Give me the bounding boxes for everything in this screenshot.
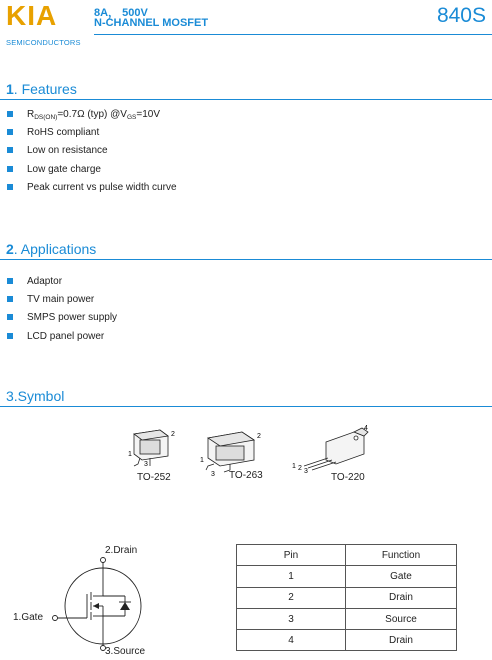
pin-label: 2 [171, 431, 175, 438]
header-divider [94, 34, 492, 35]
function-cell: Gate [346, 566, 457, 587]
bullet-icon [7, 278, 13, 284]
feature-item: Low on resistance [6, 144, 177, 162]
table-row [237, 566, 457, 587]
pin-label: 1 [128, 451, 132, 458]
company-logo: KIA [6, 0, 58, 31]
rating-line: 8A， 500V [94, 7, 148, 19]
to220-package-icon [304, 428, 368, 470]
feature-item: RoHS compliant [6, 126, 177, 144]
bullet-icon [7, 129, 13, 135]
pin-label: 1 [200, 457, 204, 464]
symbol-heading: 3.Symbol [6, 388, 65, 404]
pin-label: 3 [304, 468, 308, 475]
pin-label: 2 [298, 465, 302, 472]
table-header-cell: Pin [237, 545, 346, 566]
features-heading: 1. Features [6, 81, 77, 97]
part-number: 840S [436, 4, 486, 27]
application-item: LCD panel power [6, 330, 117, 348]
pin-label: 4 [364, 425, 368, 432]
table-header-cell: Function [346, 545, 457, 566]
function-cell: Source [346, 608, 457, 629]
feature-item: $R_{DS(ON)}=0.7\Omega$ (typ) $@V_{GS}=10V$ [6, 108, 177, 126]
symbol-divider [0, 406, 492, 407]
mosfet-schematic [0, 540, 200, 660]
application-item: SMPS power supply [6, 311, 117, 329]
bullet-icon [7, 314, 13, 320]
to220-label: TO-220 [331, 472, 365, 483]
pin-label: 3 [144, 461, 148, 468]
applications-list [6, 275, 117, 348]
bullet-icon [7, 296, 13, 302]
logo-subtitle: SEMICONDUCTORS [6, 38, 81, 47]
function-cell: Drain [346, 630, 457, 651]
applications-heading: 2. Applications [6, 241, 97, 257]
bullet-icon [7, 111, 13, 117]
pin-function-table [236, 544, 457, 651]
pin-cell: 3 [237, 608, 346, 629]
to263-label: TO-263 [229, 470, 263, 481]
source-label: 3.Source [105, 646, 146, 657]
pin-cell: 4 [237, 630, 346, 651]
diode-icon [120, 602, 130, 610]
pin-label: 3 [211, 471, 215, 478]
features-list [6, 108, 177, 199]
application-item: TV main power [6, 293, 117, 311]
to252-label: TO-252 [137, 472, 171, 483]
bullet-icon [7, 184, 13, 190]
table-header-row [237, 545, 457, 566]
pin-label: 1 [292, 463, 296, 470]
feature-item: Low gate charge [6, 163, 177, 181]
gate-label: 1.Gate [13, 612, 44, 623]
features-divider [0, 99, 492, 100]
table-row [237, 608, 457, 629]
bullet-icon [7, 333, 13, 339]
bullet-icon [7, 147, 13, 153]
drain-label: 2.Drain [105, 545, 138, 556]
pin-cell: 2 [237, 587, 346, 608]
function-cell: Drain [346, 587, 457, 608]
feature-item: Peak current vs pulse width curve [6, 181, 177, 199]
table-row [237, 630, 457, 651]
applications-divider [0, 259, 492, 260]
table-row [237, 587, 457, 608]
to263-package-icon [206, 432, 254, 472]
device-type: N-CHANNEL MOSFET [94, 17, 209, 29]
arrow-icon [93, 603, 99, 609]
to252-package-icon [134, 430, 168, 466]
bullet-icon [7, 166, 13, 172]
pin-label: 2 [257, 433, 261, 440]
pin-cell: 1 [237, 566, 346, 587]
application-item: Adaptor [6, 275, 117, 293]
